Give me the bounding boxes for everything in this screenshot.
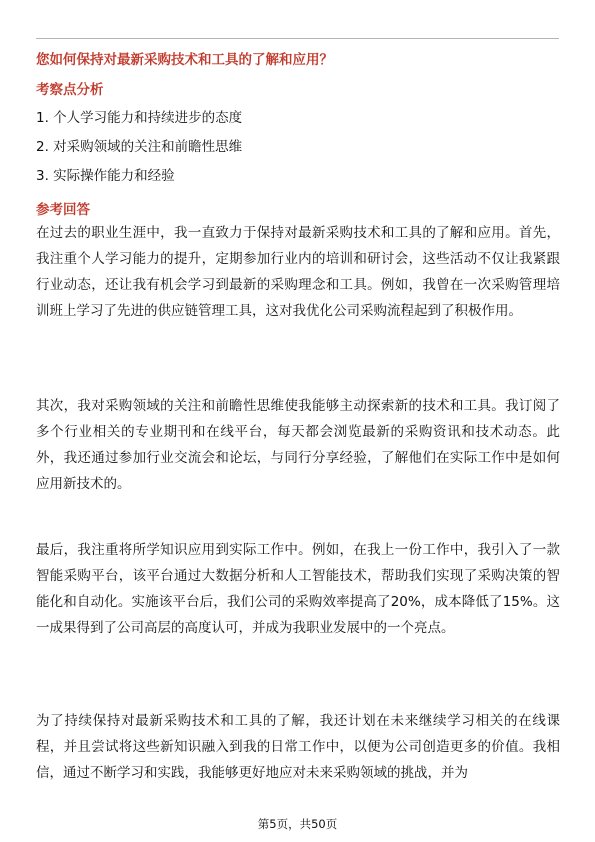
analysis-point: 3. 实际操作能力和经验 [36,168,175,184]
question-title: 您如何保持对最新采购技术和工具的了解和应用？ [36,52,333,68]
answer-paragraph: 最后，我注重将所学知识应用到实际工作中。例如，在我上一份工作中，我引入了一款智能采购平台，该平台通过大数据分析和人工智能技术，帮助我们实现了采购决策的智能化和自动化。实施该平台后，我们公司的采购效率提高了20%，成本降低了15%。这一成果得到了公司高层的高度认可，并成为我职业发展中的一个亮点。 [36,542,560,636]
answer-paragraph: 在过去的职业生涯中，我一直致力于保持对最新采购技术和工具的了解和应用。首先，我注重个人学习能力的提升，定期参加行业内的培训和研讨会，这些活动不仅让我紧跟行业动态，还让我有机会学习到最新的采购理念和工具。例如，我曾在一次采购管理培训班上学习了先进的供应链管理工具，这对我优化公司采购流程起到了积极作用。 [36,225,560,319]
top-divider [36,38,559,39]
answer-paragraph: 其次，我对采购领域的关注和前瞻性思维使我能够主动探索新的技术和工具。我订阅了多个行业相关的专业期刊和在线平台，每天都会浏览最新的采购资讯和技术动态。此外，我还通过参加行业交流会和论坛，与同行分享经验，了解他们在实际工作中是如何应用新技术的。 [36,398,560,492]
answer-paragraph: 为了持续保持对最新采购技术和工具的了解，我还计划在未来继续学习相关的在线课程，并且尝试将这些新知识融入到我的日常工作中，以便为公司创造更多的价值。我相信，通过不断学习和实践，我能够更好地应对未来采购领域的挑战，并为 [36,713,560,781]
page-number: 第5页，共50页 [257,817,338,831]
analysis-heading: 考察点分析 [36,82,104,98]
answer-heading: 参考回答 [36,202,90,218]
analysis-point: 1. 个人学习能力和持续进步的态度 [36,110,243,126]
analysis-point: 2. 对采购领域的关注和前瞻性思维 [36,139,243,155]
